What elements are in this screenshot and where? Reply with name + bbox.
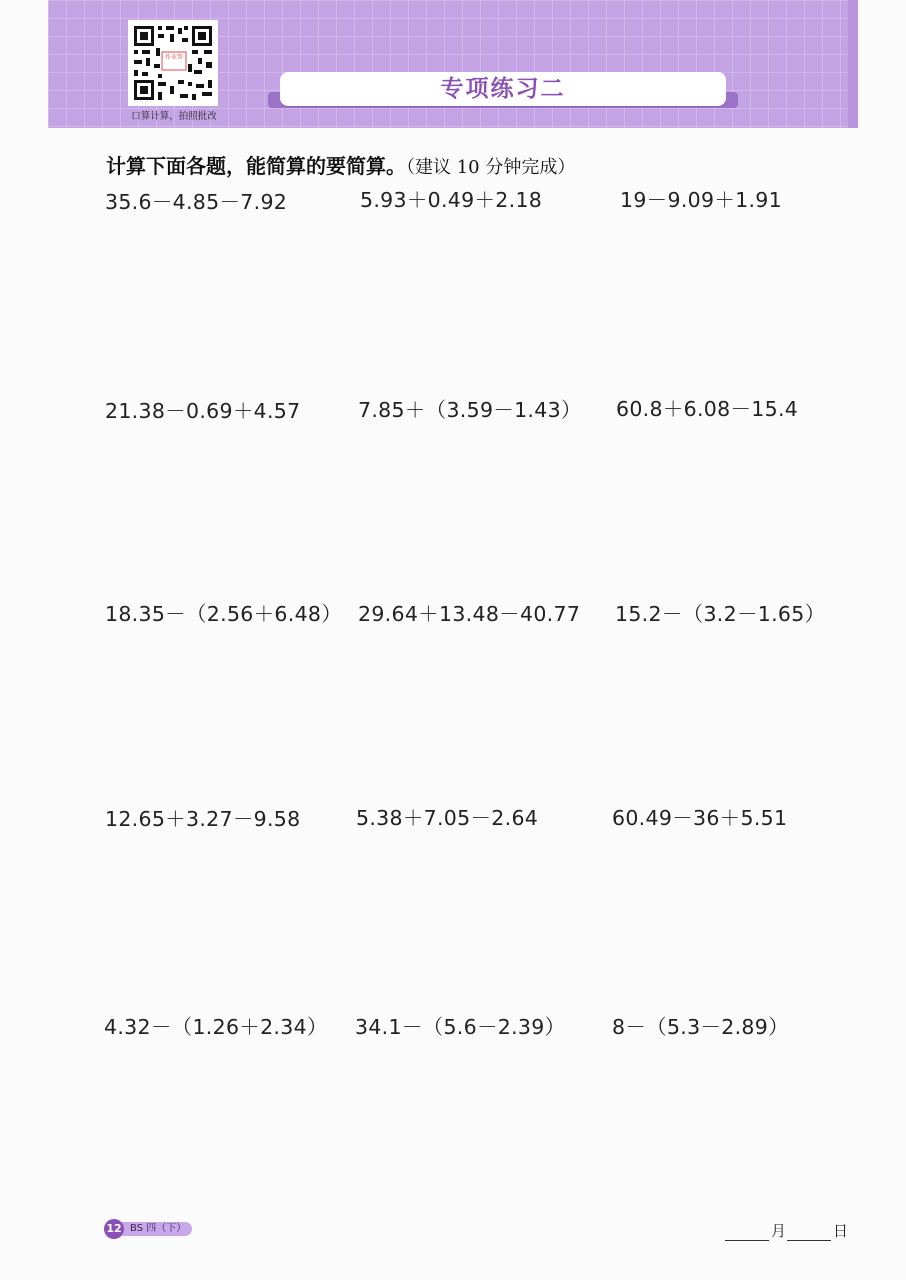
banner-edge: [848, 0, 858, 128]
problem-r5-c3: 8－（5.3－2.89）: [612, 1015, 789, 1039]
instruction-text: 计算下面各题，能简算的要简算。: [106, 154, 406, 178]
qr-code[interactable]: [128, 20, 218, 106]
qr-brand-label: 作业帮: [164, 54, 183, 61]
problem-r3-c3: 15.2－（3.2－1.65）: [615, 602, 826, 626]
instruction: [106, 150, 575, 179]
problem-r2-c2: 7.85＋（3.59－1.43）: [358, 398, 582, 422]
date-fill-in: [725, 1220, 849, 1242]
problem-r3-c2: 29.64＋13.48－40.77: [358, 602, 581, 626]
page-number: 12: [104, 1219, 124, 1239]
problem-r5-c2: 34.1－（5.6－2.39）: [355, 1015, 566, 1039]
qr-code-icon: [128, 20, 218, 106]
problem-r1-c3: 19－9.09＋1.91: [620, 188, 782, 212]
problem-r4-c2: 5.38＋7.05－2.64: [356, 806, 539, 830]
edition-label: BS 四（下）: [122, 1222, 192, 1236]
instruction-hint: （建议 10 分钟完成）: [406, 157, 576, 178]
month-label: 月: [771, 1222, 787, 1240]
problem-r1-c1: 35.6－4.85－7.92: [105, 190, 288, 214]
title-bar: [280, 72, 726, 106]
month-blank[interactable]: [725, 1222, 769, 1241]
day-blank[interactable]: [787, 1222, 831, 1241]
problem-r2-c1: 21.38－0.69＋4.57: [105, 399, 301, 423]
problem-r3-c1: 18.35－（2.56＋6.48）: [105, 602, 343, 626]
problem-r4-c3: 60.49－36＋5.51: [612, 806, 788, 830]
problem-r2-c3: 60.8＋6.08－15.4: [616, 397, 799, 421]
problem-r4-c1: 12.65＋3.27－9.58: [105, 807, 301, 831]
problem-r1-c2: 5.93＋0.49＋2.18: [360, 188, 543, 212]
page-title: 专项练习二: [440, 76, 566, 102]
qr-caption: 口算计算，拍照批改: [131, 111, 217, 122]
page-footer-badge: [104, 1219, 196, 1239]
problem-r5-c1: 4.32－（1.26＋2.34）: [104, 1015, 328, 1039]
day-label: 日: [833, 1222, 849, 1240]
